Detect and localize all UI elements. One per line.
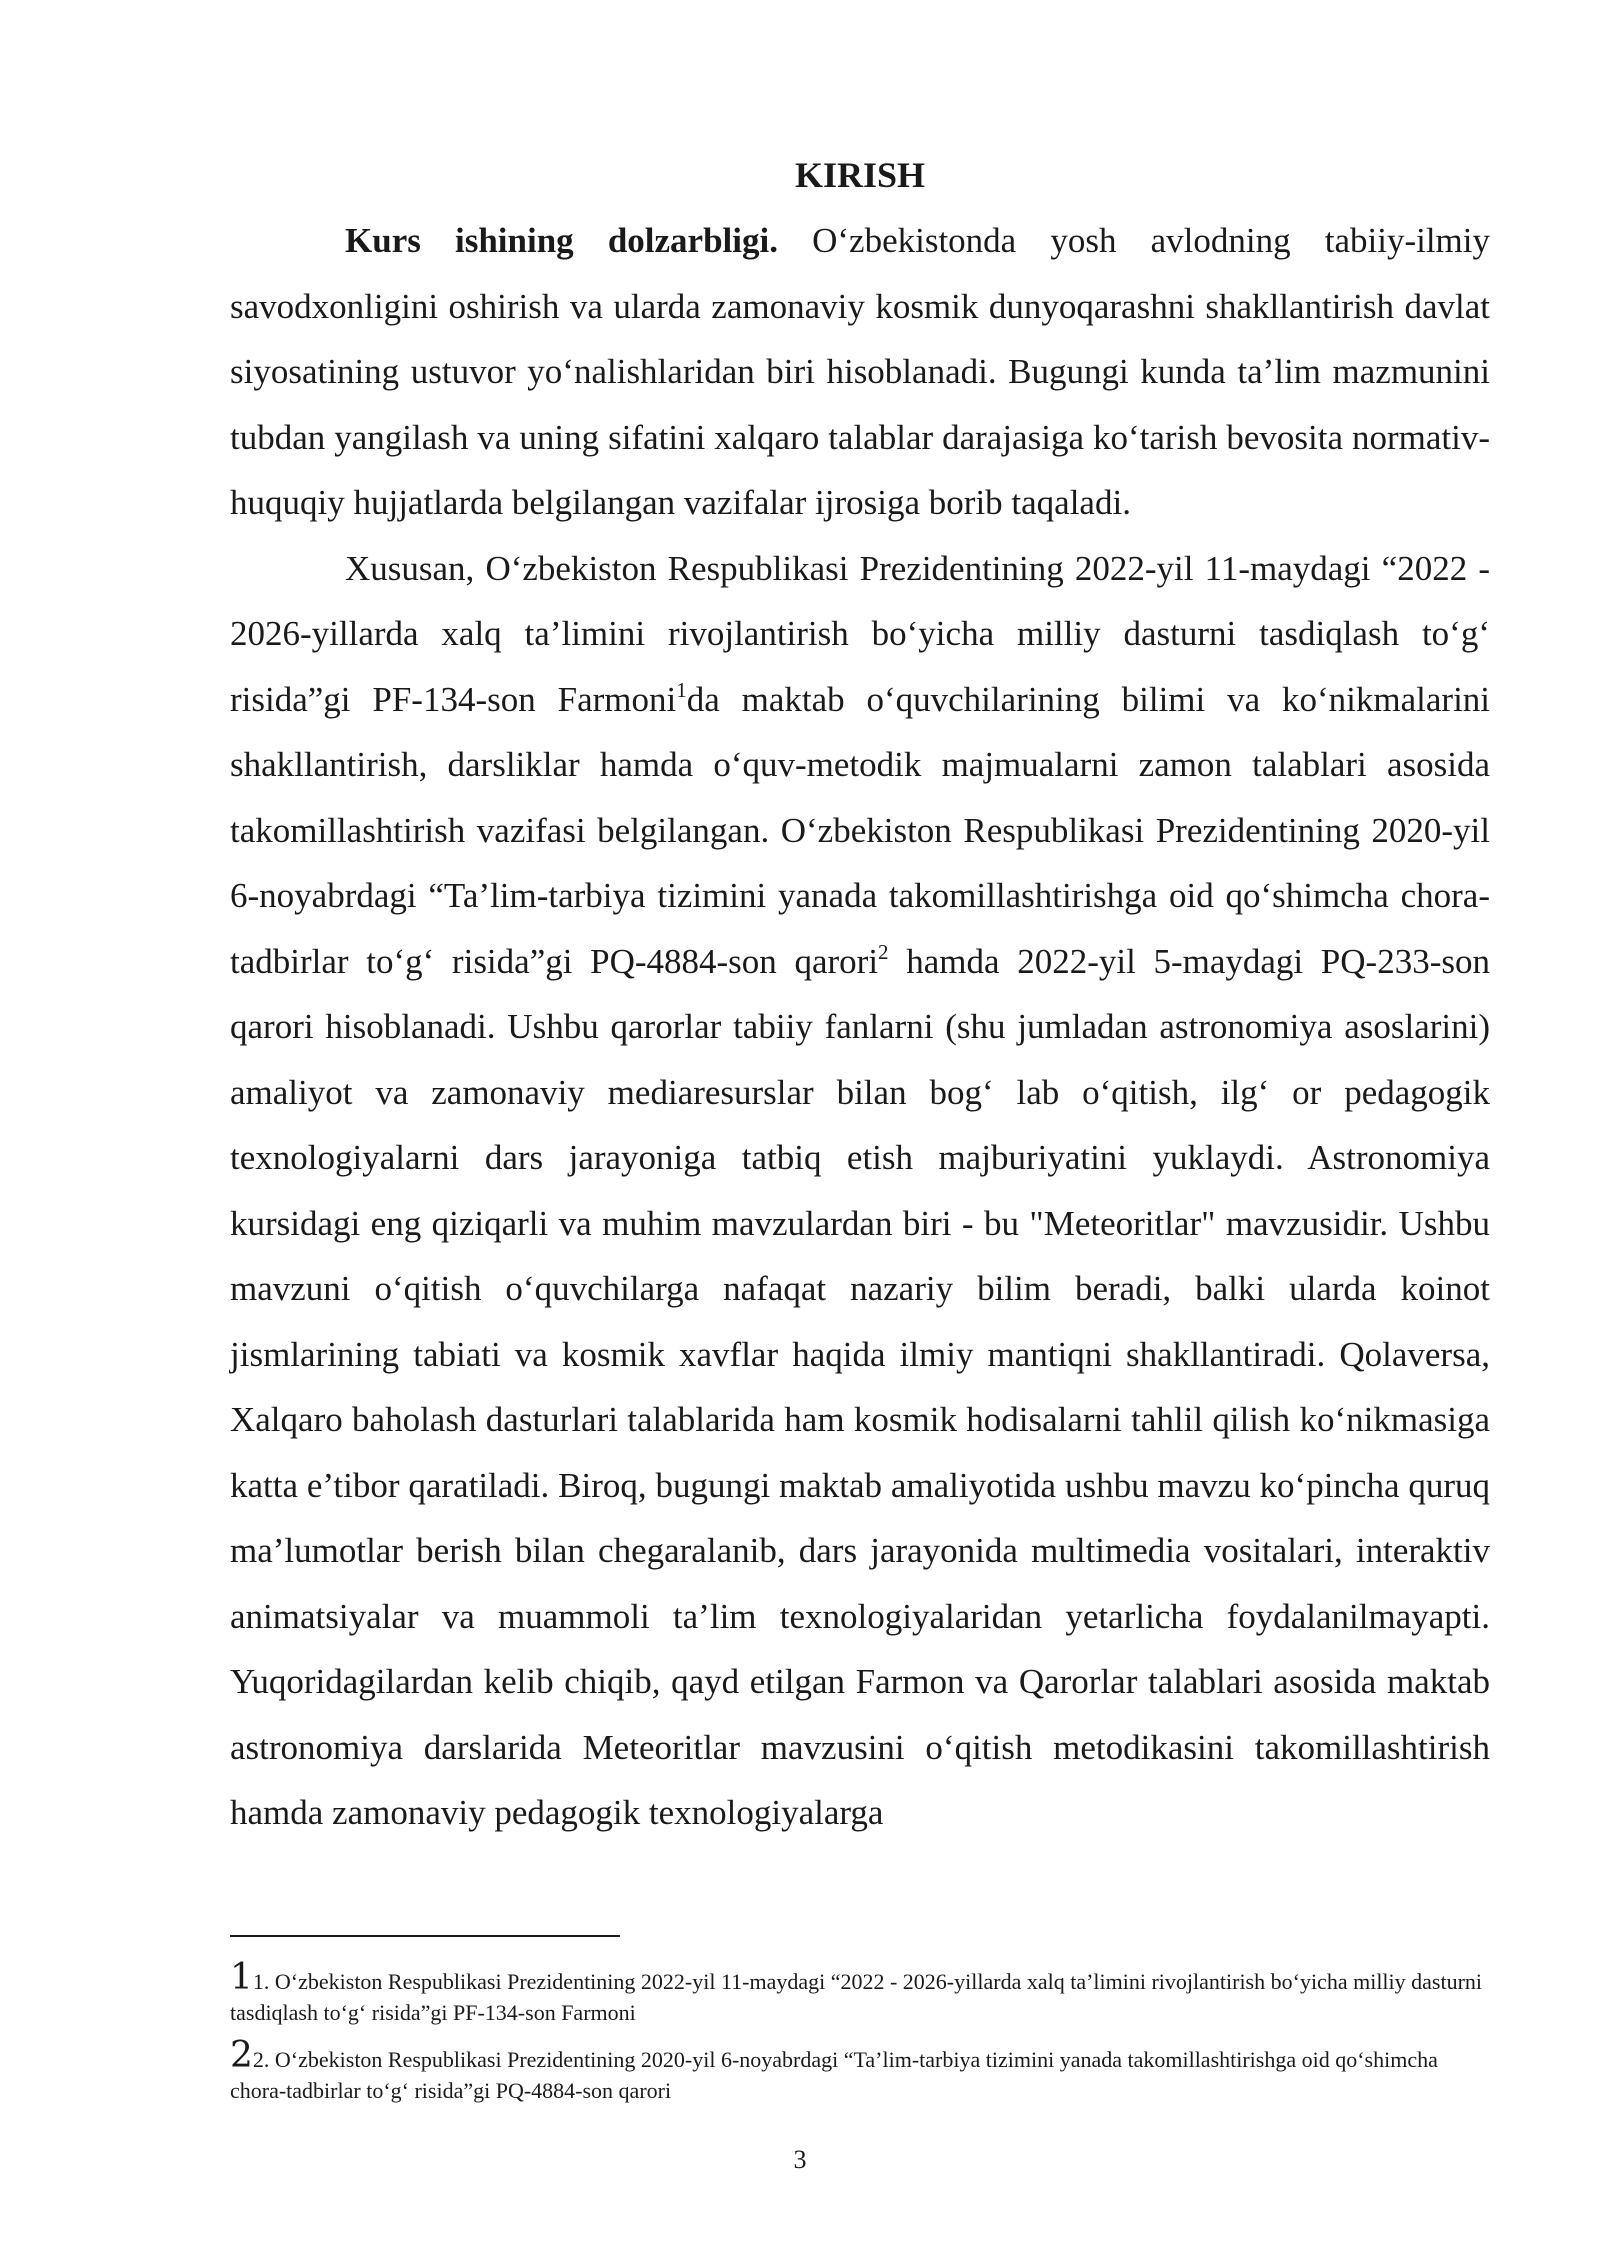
paragraph-decrees <box>230 536 1490 1846</box>
paragraph-relevance <box>230 208 1490 536</box>
document-page <box>230 150 1490 1846</box>
footnote-separator <box>230 1935 620 1937</box>
footnote-1 <box>230 1957 1490 2028</box>
footnote-text: 1. O‘zbekiston Respublikasi Prezidentining 2022-yil 11-maydagi “2022 - 2026-yillarda xalq ta’limini rivojlantirish bo‘yicha milliy dasturni tasdiqlash to‘g‘ risida”gi PF-134-son Farmoni <box>230 1969 1483 2025</box>
footnote-2 <box>230 2035 1490 2106</box>
paragraph-text-part3: hamda 2022-yil 5-maydagi PQ-233-son qarori hisoblanadi. Ushbu qarorlar tabiiy fanlarni (shu jumladan astronomiya asoslarini) amaliyot va zamonaviy mediaresurslar bilan bog‘ lab o‘qitish, ilg‘ or pedagogik texnologiyalarni dars jarayoniga tatbiq etish majburiyatini yuklaydi. Astronomiya kursidagi eng qiziqarli va muhim mavzulardan biri - bu "Meteoritlar" mavzusidir. Ushbu mavzuni o‘qitish o‘quvchilarga nafaqat nazariy bilim beradi, balki ularda koinot jismlarining tabiati va kosmik xavflar haqida ilmiy mantiqni shakllantiradi. Qolaversa, Xalqaro baholash dasturlari talablarida ham kosmik hodisalarni tahlil qilish ko‘nikmasiga katta e’tibor qaratiladi. Biroq, bugungi maktab amaliyotida ushbu mavzu ko‘pincha quruq ma’lumotlar berish bilan chegaralanib, dars jarayonida multimedia vositalari, interaktiv animatsiyalar va muammoli ta’lim texnologiyalaridan yetarlicha foydalanilmayapti. Yuqoridagilardan kelib chiqib, qayd etilgan Farmon va Qarorlar talablari asosida maktab astronomiya darslarida Meteoritlar mavzusini o‘qitish metodikasini takomillashtirish hamda zamonaviy pedagogik texnologiyalarga <box>230 941 1490 1832</box>
footnote-reference-1[interactable]: 1 <box>676 677 687 702</box>
footnote-number: 2 <box>230 2035 253 2076</box>
paragraph-text: O‘zbekistonda yosh avlodning tabiiy-ilmiy savodxonligini oshirish va ularda zamonaviy kosmik dunyoqarashni shakllantirish davlat siyosatining ustuvor yo‘nalishlaridan biri hisoblanadi. Bugungi kunda ta’lim mazmunini tubdan yangilash va uning sifatini xalqaro talablar darajasiga ko‘tarish bevosita normativ-huquqiy hujjatlarda belgilangan vazifalar ijrosiga borib taqaladi. <box>230 221 1490 522</box>
footnote-text: 2. O‘zbekiston Respublikasi Prezidentining 2020-yil 6-noyabrdagi “Ta’lim-tarbiya tizimini yanada takomillashtirishga oid qo‘shimcha chora-tadbirlar to‘g‘ risida”gi PQ-4884-son qarori <box>230 2047 1438 2103</box>
paragraph-text-part1: Xususan, O‘zbekiston Respublikasi Prezidentining 2022-yil 11-maydagi “2022 - 2026-yillarda xalq ta’limini rivojlantirish bo‘yicha milliy dasturni tasdiqlash to‘g‘ risida”gi PF-134-son Farmoni <box>230 548 1490 719</box>
paragraph-lead: Kurs ishining dolzarbligi. <box>345 221 778 260</box>
footnote-number: 1 <box>230 1957 253 1998</box>
page-title: KIRISH <box>794 155 926 195</box>
footnotes <box>230 1957 1490 2118</box>
paragraph-text-part2: da maktab o‘quvchilarining bilimi va ko‘nikmalarini shakllantirish, darsliklar hamda o‘quv-metodik majmualarni zamon talablari asosida takomillashtirish vazifasi belgilangan. O‘zbekiston Respublikasi Prezidentining 2020-yil 6-noyabrdagi “Ta’lim-tarbiya tizimini yanada takomillashtirishga oid qo‘shimcha chora-tadbirlar to‘g‘ risida”gi PQ-4884-son qarori <box>230 679 1491 981</box>
footnote-reference-2[interactable]: 2 <box>878 939 889 964</box>
page-number: 3 <box>793 2145 807 2174</box>
